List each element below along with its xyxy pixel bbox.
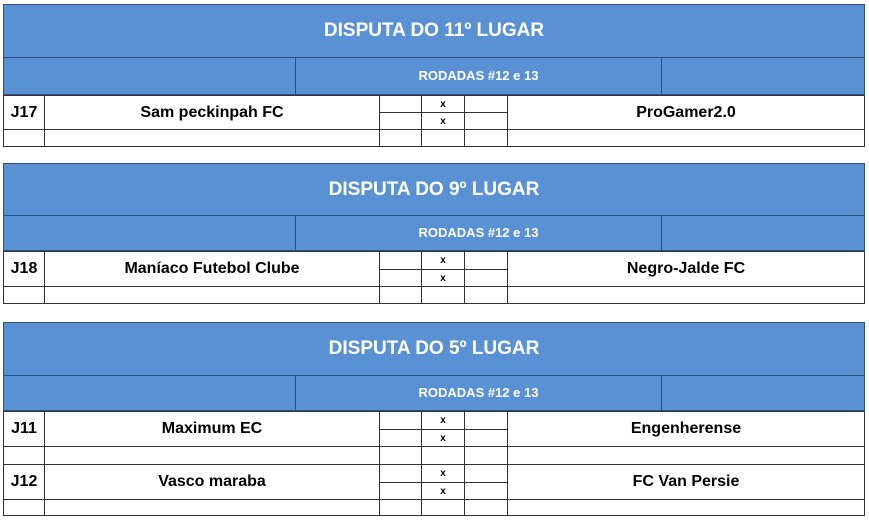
score-separator: x [421,251,464,269]
score-separator: x [421,482,464,499]
rounds-label: RODADAS #12 e 13 [418,385,539,400]
home-team: Vasco maraba [44,464,379,499]
score-separator: x [421,269,464,286]
rounds-row [3,58,865,95]
home-team: Maníaco Futebol Clube [44,251,379,286]
section-5th-place [3,322,865,517]
section-9th-place [3,163,865,304]
score-separator: x [421,112,464,129]
rounds-row [3,216,865,251]
away-team: Engenherense [507,411,865,446]
section-title: DISPUTA DO 9º LUGAR [3,163,865,216]
match-row [3,251,865,304]
rounds-row [3,376,865,411]
match-row [3,464,865,517]
section-11th-place [3,4,865,147]
home-team: Sam peckinpah FC [44,95,379,129]
match-code: J12 [3,464,44,499]
score-separator: x [421,464,464,482]
section-title: DISPUTA DO 5º LUGAR [3,322,865,376]
section-title: DISPUTA DO 11º LUGAR [3,4,865,58]
match-row [3,411,865,464]
away-team: ProGamer2.0 [507,95,865,129]
away-team: FC Van Persie [507,464,865,499]
score-separator: x [421,411,464,429]
score-separator: x [421,95,464,112]
match-code: J11 [3,411,44,446]
rounds-label: RODADAS #12 e 13 [418,225,539,240]
match-code: J17 [3,95,44,129]
match-code: J18 [3,251,44,286]
rounds-label: RODADAS #12 e 13 [418,68,539,83]
away-team: Negro-Jalde FC [507,251,865,286]
score-separator: x [421,429,464,446]
match-row [3,95,865,147]
home-team: Maximum EC [44,411,379,446]
